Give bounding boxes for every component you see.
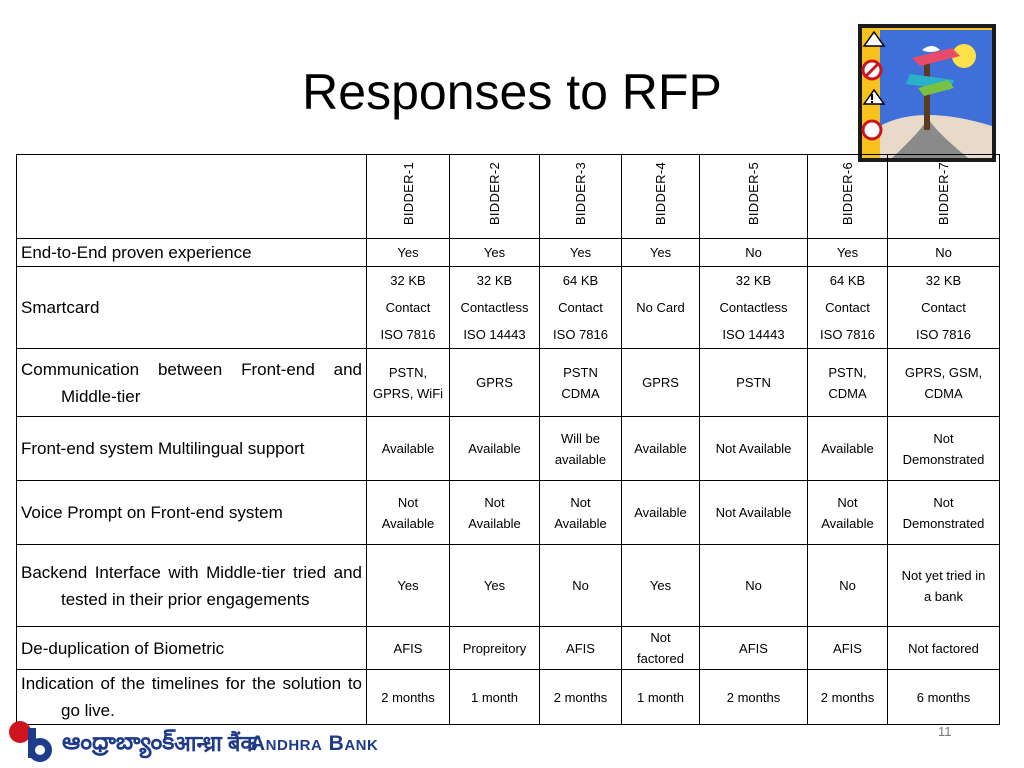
table-cell (888, 267, 1000, 349)
row-label: Voice Prompt on Front-end system (17, 481, 367, 545)
header-bidder-4: BIDDER-4 (622, 155, 700, 239)
table-cell: No (700, 545, 808, 627)
table-cell: Will be available (540, 417, 622, 481)
table-cell: 1 month (450, 670, 540, 725)
table-cell: AFIS (808, 627, 888, 670)
row-label: Smartcard (17, 267, 367, 349)
table-row-dedup (17, 627, 1000, 670)
table-cell: Yes (808, 239, 888, 267)
table-cell: Available (622, 417, 700, 481)
table-cell: PSTN, GPRS, WiFi (367, 349, 450, 417)
table-cell: Not Available (540, 481, 622, 545)
card-memory: 32 KB (735, 273, 772, 288)
card-type: Contact (825, 300, 870, 315)
page-number: 11 (938, 724, 952, 739)
table-cell: Available (367, 417, 450, 481)
table-row-backend (17, 545, 1000, 627)
table-cell (450, 267, 540, 349)
table-cell: AFIS (700, 627, 808, 670)
rfp-responses-table (16, 154, 1000, 725)
table-row-multilingual (17, 417, 1000, 481)
card-memory: 32 KB (390, 273, 426, 288)
table-cell: Yes (367, 545, 450, 627)
table-cell: PSTN CDMA (540, 349, 622, 417)
table-cell: PSTN, CDMA (808, 349, 888, 417)
table-cell: Yes (622, 545, 700, 627)
table-cell (622, 267, 700, 349)
table-cell: Not Available (700, 481, 808, 545)
card-type: Contact (558, 300, 603, 315)
card-memory: 32 KB (476, 273, 513, 288)
header-bidder-2: BIDDER-2 (450, 155, 540, 239)
card-standard: ISO 7816 (380, 327, 436, 342)
table-cell (808, 267, 888, 349)
table-cell: No (808, 545, 888, 627)
card-type: Contact (385, 300, 431, 315)
row-label: End-to-End proven experience (17, 239, 367, 267)
header-bidder-7: BIDDER-7 (888, 155, 1000, 239)
table-cell: Not yet tried in a bank (888, 545, 1000, 627)
andhra-bank-logo-icon (6, 718, 58, 766)
table-row-communication (17, 349, 1000, 417)
table-cell: Yes (450, 545, 540, 627)
card-standard: ISO 14443 (463, 327, 526, 342)
header-bidder-1: BIDDER-1 (367, 155, 450, 239)
card-standard: ISO 14443 (722, 327, 785, 342)
table-cell: PSTN (700, 349, 808, 417)
table-cell: Not factored (622, 627, 700, 670)
table-cell: Not factored (888, 627, 1000, 670)
andhra-bank-logo (6, 718, 379, 766)
slide-title: Responses to RFP (302, 64, 722, 120)
table-cell: 2 months (808, 670, 888, 725)
card-standard: ISO 7816 (916, 327, 971, 342)
card-type: No Card (636, 300, 685, 315)
card-standard: ISO 7816 (820, 327, 875, 342)
table-cell (540, 267, 622, 349)
table-cell: Available (450, 417, 540, 481)
table-cell: Yes (450, 239, 540, 267)
signpost-crossroads-icon (852, 18, 1002, 168)
table-cell: GPRS (622, 349, 700, 417)
header-bidder-6: BIDDER-6 (808, 155, 888, 239)
table-cell: Yes (622, 239, 700, 267)
table-cell: Yes (540, 239, 622, 267)
table-cell: No (540, 545, 622, 627)
card-memory: 64 KB (829, 273, 866, 288)
table-cell: AFIS (540, 627, 622, 670)
row-label: De-duplication of Biometric (17, 627, 367, 670)
table-cell: Yes (367, 239, 450, 267)
card-memory: 64 KB (562, 273, 599, 288)
card-type: Contact (921, 300, 966, 315)
table-row-timeline (17, 670, 1000, 725)
row-label: Backend Interface with Middle-tier tried and tested in their prior engagements (17, 545, 367, 627)
table-cell: Not Available (808, 481, 888, 545)
table-cell: Available (622, 481, 700, 545)
header-bidder-5: BIDDER-5 (700, 155, 808, 239)
card-memory: 32 KB (925, 273, 962, 288)
card-type: Contactless (460, 300, 529, 315)
table-cell (700, 267, 808, 349)
table-cell: No (700, 239, 808, 267)
table-cell: Not Available (700, 417, 808, 481)
header-empty-cell (17, 155, 367, 239)
table-cell: AFIS (367, 627, 450, 670)
table-cell: GPRS (450, 349, 540, 417)
table-cell: 2 months (367, 670, 450, 725)
table-row-voice (17, 481, 1000, 545)
card-standard: ISO 7816 (553, 327, 608, 342)
header-row (17, 155, 1000, 239)
table-cell: 1 month (622, 670, 700, 725)
card-type: Contactless (719, 300, 788, 315)
row-label: Front-end system Multilingual support (17, 417, 367, 481)
table-cell: 6 months (888, 670, 1000, 725)
row-label: Indication of the timelines for the solution to go live. (17, 670, 367, 725)
table-row-experience (17, 239, 1000, 267)
table-cell: GPRS, GSM, CDMA (888, 349, 1000, 417)
logo-text-hindi: आन्ध्रा बैंक (174, 731, 258, 756)
table-cell: Not Available (450, 481, 540, 545)
table-cell: Not Demonstrated (888, 417, 1000, 481)
table-cell: No (888, 239, 1000, 267)
header-bidder-3: BIDDER-3 (540, 155, 622, 239)
table-cell: Not Available (367, 481, 450, 545)
logo-text-telugu: ఆంధ్రాబ్యాంక్ (62, 728, 175, 754)
table-row-smartcard (17, 267, 1000, 349)
table-cell: Available (808, 417, 888, 481)
table-cell: 2 months (700, 670, 808, 725)
table-cell (367, 267, 450, 349)
row-label: Communication between Front-end and Middle-tier (17, 349, 367, 417)
table-cell: 2 months (540, 670, 622, 725)
table-cell: Propreitory (450, 627, 540, 670)
logo-text-english: Andhra Bank (250, 732, 379, 755)
table-cell: Not Demonstrated (888, 481, 1000, 545)
